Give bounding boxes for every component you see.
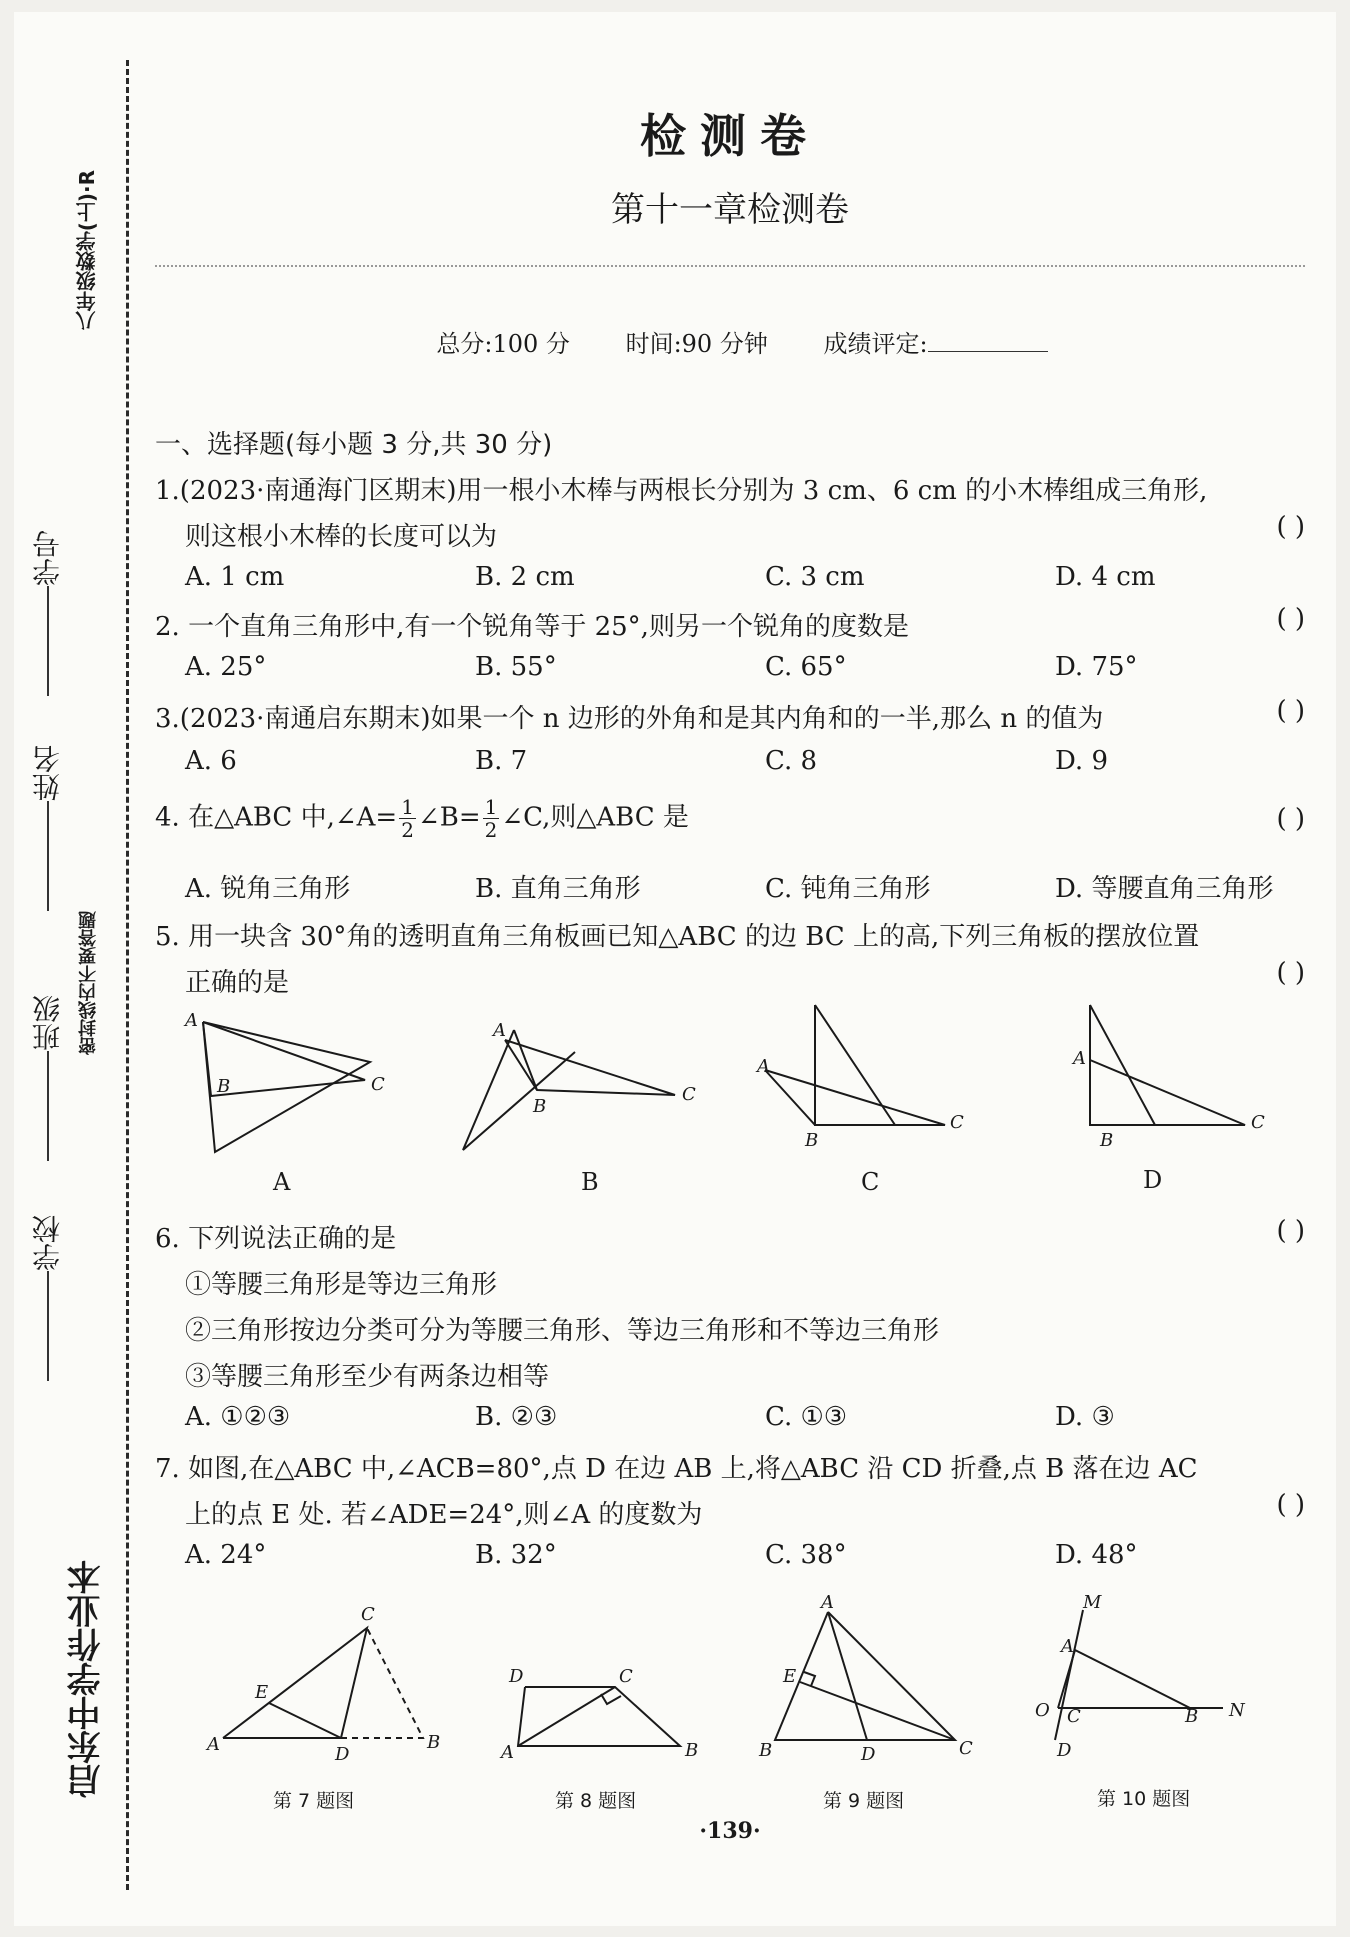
figure-point-label: O <box>1035 1700 1050 1721</box>
q7-option-a[interactable]: A. 24° <box>185 1540 267 1570</box>
q1-answer-bracket[interactable]: ( ) <box>1276 512 1305 542</box>
q1-line1: 1.(2023·南通海门区期末)用一根小木棒与两根长分别为 3 cm、6 cm 的小木棒组成三角形, <box>155 476 1208 506</box>
q5-fig-a-label: A <box>273 1168 291 1196</box>
figure-point-label: B <box>217 1076 231 1097</box>
q4-text-post: ∠C,则△ABC 是 <box>501 802 689 833</box>
q4-fraction-2-num: 1 <box>484 795 498 819</box>
q5-fig-b-triangle <box>505 1040 675 1095</box>
q6-statement-1: ①等腰三角形是等边三角形 <box>185 1270 498 1300</box>
q7-line2: 上的点 E 处. 若∠ADE=24°,则∠A 的度数为 <box>185 1500 703 1530</box>
q5-line1: 5. 用一块含 30°角的透明直角三角板画已知△ABC 的边 BC 上的高,下列三角板的摆放位置 <box>155 922 1200 952</box>
exam-time: 时间:90 分钟 <box>625 330 768 358</box>
fig10-triangle <box>1058 1650 1190 1708</box>
figure-point-label: D <box>335 1744 350 1765</box>
class-field[interactable] <box>28 995 68 1169</box>
q2-answer-bracket[interactable]: ( ) <box>1276 604 1305 634</box>
exam-info <box>155 324 1305 359</box>
q3-line1: 3.(2023·南通启东期末)如果一个 n 边形的外角和是其内角和的一半,那么 n 的值为 <box>155 704 1104 734</box>
figure-point-label: C <box>1067 1706 1081 1727</box>
q5-fig-b-label: B <box>581 1168 599 1196</box>
figure-point-label: C <box>619 1666 633 1687</box>
figure-point-label: C <box>682 1084 696 1105</box>
q7-option-c[interactable]: C. 38° <box>765 1540 847 1570</box>
figure-point-label: A <box>1073 1048 1086 1069</box>
q7-option-b[interactable]: B. 32° <box>475 1540 557 1570</box>
q1-option-c[interactable]: C. 3 cm <box>765 562 865 592</box>
q4-option-b[interactable]: B. 直角三角形 <box>475 874 641 904</box>
figure-point-label: A <box>185 1010 198 1031</box>
fig10-caption: 第 10 题图 <box>1097 1788 1191 1810</box>
seal-line-label: 密封线内不要答题 <box>76 905 102 1061</box>
q6-statement-2: ②三角形按边分类可分为等腰三角形、等边三角形和不等边三角形 <box>185 1316 940 1346</box>
figure-point-label: C <box>950 1112 964 1133</box>
q3-option-a[interactable]: A. 6 <box>185 746 237 776</box>
q2-option-a[interactable]: A. 25° <box>185 652 267 682</box>
q5-fig-c-label: C <box>861 1168 880 1196</box>
total-score: 总分:100 分 <box>436 330 570 358</box>
class-label: 班级 <box>31 995 64 1051</box>
figure-point-label: D <box>861 1744 876 1765</box>
q5-fig-c-triangle <box>765 1070 945 1125</box>
q5-fig-d-label: D <box>1143 1166 1163 1194</box>
q5-fig-c-setsquare <box>815 1005 895 1125</box>
figure-point-label: D <box>509 1666 524 1687</box>
figure-point-label: A <box>501 1742 514 1763</box>
page-subtitle: 第十一章检测卷 <box>611 190 849 230</box>
q6-option-c[interactable]: C. ①③ <box>765 1402 848 1432</box>
q6-option-d[interactable]: D. ③ <box>1055 1402 1115 1432</box>
q4-answer-bracket[interactable]: ( ) <box>1276 804 1305 834</box>
book-label: 八年级数学(上)·R <box>75 170 99 332</box>
figure-point-label: A <box>493 1020 506 1041</box>
figure-point-label: C <box>959 1738 973 1759</box>
q3-option-d[interactable]: D. 9 <box>1055 746 1108 776</box>
student-id-field[interactable] <box>28 530 68 704</box>
fig9-caption: 第 9 题图 <box>823 1790 905 1812</box>
q2-line1: 2. 一个直角三角形中,有一个锐角等于 25°,则另一个锐角的度数是 <box>155 612 909 642</box>
figure-point-label: A <box>757 1056 770 1077</box>
fig8-right-angle <box>601 1694 621 1704</box>
q4-text-pre: 4. 在△ABC 中,∠A= <box>155 802 398 833</box>
q4-option-d[interactable]: D. 等腰直角三角形 <box>1055 874 1274 904</box>
figure-point-label: B <box>533 1096 547 1117</box>
school-name: 启东中学作业本 <box>62 1560 111 1798</box>
q3-answer-bracket[interactable]: ( ) <box>1276 696 1305 726</box>
fig9-ce <box>800 1682 955 1740</box>
header-divider <box>155 265 1305 267</box>
q2-option-d[interactable]: D. 75° <box>1055 652 1138 682</box>
q4-line1 <box>155 796 689 841</box>
figure-point-label: B <box>805 1130 819 1151</box>
fig9-triangle <box>775 1612 955 1740</box>
q5-answer-bracket[interactable]: ( ) <box>1276 958 1305 988</box>
figure-point-label: A <box>821 1592 834 1613</box>
figure-point-label: B <box>1185 1706 1199 1727</box>
fig8-caption: 第 8 题图 <box>555 1790 637 1812</box>
figure-point-label: D <box>1057 1740 1072 1761</box>
q4-text-mid: ∠B= <box>417 802 481 833</box>
figure-point-label: B <box>759 1740 773 1761</box>
figure-point-label: E <box>783 1666 797 1687</box>
figure-point-label: E <box>255 1682 269 1703</box>
q1-line2: 则这根小木棒的长度可以为 <box>185 522 498 552</box>
q6-option-b[interactable]: B. ②③ <box>475 1402 558 1432</box>
q2-option-b[interactable]: B. 55° <box>475 652 557 682</box>
page-title: 检测卷 <box>640 109 820 163</box>
q6-answer-bracket[interactable]: ( ) <box>1276 1216 1305 1246</box>
figure-point-label: C <box>371 1074 385 1095</box>
q4-fraction-2 <box>483 796 500 841</box>
q1-option-d[interactable]: D. 4 cm <box>1055 562 1156 592</box>
figure-point-label: C <box>361 1604 375 1625</box>
q5-figures <box>155 1000 1305 1170</box>
figure-point-label: B <box>1100 1130 1114 1151</box>
school-label: 学校 <box>31 1215 64 1271</box>
q4-fraction-1-den: 2 <box>401 818 414 842</box>
q6-statement-3: ③等腰三角形至少有两条边相等 <box>185 1362 550 1392</box>
grade-blank[interactable] <box>928 351 1048 352</box>
name-label: 姓名 <box>31 745 64 801</box>
q4-fraction-1 <box>399 796 416 841</box>
school-field[interactable] <box>28 1215 68 1389</box>
fig8-diagonal <box>518 1687 615 1746</box>
fig7-caption: 第 7 题图 <box>273 1790 355 1812</box>
figure-point-label: A <box>1061 1636 1074 1657</box>
figure-point-label: B <box>427 1732 441 1753</box>
q3-option-b[interactable]: B. 7 <box>475 746 528 776</box>
q6-option-a[interactable]: A. ①②③ <box>185 1402 291 1432</box>
page-number: ·139· <box>699 1818 761 1844</box>
q4-fraction-2-den: 2 <box>484 818 498 842</box>
q6-line1: 6. 下列说法正确的是 <box>155 1224 397 1254</box>
q4-option-c[interactable]: C. 钝角三角形 <box>765 874 931 904</box>
fig7-fold-de <box>269 1703 341 1738</box>
figure-point-label: A <box>207 1734 220 1755</box>
name-field[interactable] <box>28 745 68 919</box>
section-heading: 一、选择题(每小题 3 分,共 30 分) <box>155 430 553 460</box>
q7-answer-bracket[interactable]: ( ) <box>1276 1490 1305 1520</box>
q3-option-c[interactable]: C. 8 <box>765 746 818 776</box>
figure-point-label: M <box>1083 1592 1102 1613</box>
grade-label: 成绩评定: <box>823 330 928 358</box>
figures-7-10 <box>155 1590 1305 1780</box>
figure-point-label: C <box>1251 1112 1265 1133</box>
binding-margin <box>0 0 130 1937</box>
seal-cut-line <box>126 60 129 1890</box>
q5-line2: 正确的是 <box>185 968 290 998</box>
q4-fraction-1-num: 1 <box>401 795 414 819</box>
figure-point-label: N <box>1229 1700 1245 1721</box>
student-id-label: 学号 <box>31 530 64 586</box>
q1-option-a[interactable]: A. 1 cm <box>185 562 285 592</box>
q1-option-b[interactable]: B. 2 cm <box>475 562 575 592</box>
q7-line1: 7. 如图,在△ABC 中,∠ACB=80°,点 D 在边 AB 上,将△ABC 沿 CD 折叠,点 B 落在边 AC <box>155 1454 1198 1484</box>
q5-fig-d-triangle <box>1090 1060 1245 1125</box>
q2-option-c[interactable]: C. 65° <box>765 652 847 682</box>
q7-option-d[interactable]: D. 48° <box>1055 1540 1138 1570</box>
q4-option-a[interactable]: A. 锐角三角形 <box>185 874 351 904</box>
fig7-triangle <box>223 1628 367 1738</box>
figure-point-label: B <box>685 1740 699 1761</box>
